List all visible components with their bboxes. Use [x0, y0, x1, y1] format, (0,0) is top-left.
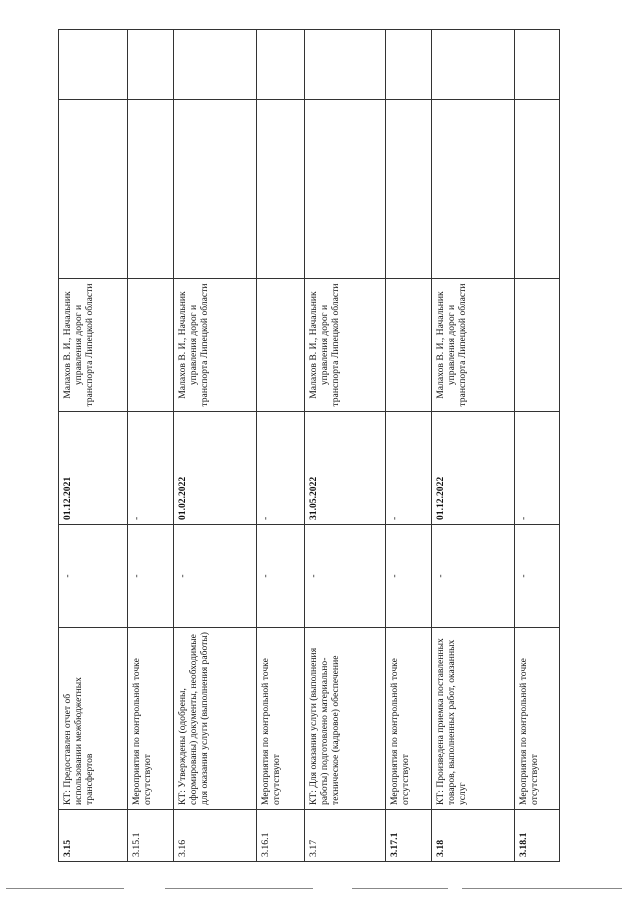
cell-document: [257, 100, 304, 279]
cell-number: 3.18.1: [515, 810, 560, 862]
scan-artifact-line: [165, 888, 313, 889]
cell-name: КТ: Произведена приемка поставленных товаров, выполненных работ, оказанных услуг: [432, 628, 515, 810]
cell-extra: [432, 30, 515, 100]
cell-end-date: -: [257, 412, 304, 525]
scan-artifact-line: [352, 888, 448, 889]
cell-name: Мероприятия по контрольной точке отсутствуют: [515, 628, 560, 810]
cell-extra: [386, 30, 432, 100]
cell-responsible: [515, 279, 560, 412]
cell-end-date: 31.05.2022: [304, 412, 386, 525]
cell-document: [386, 100, 432, 279]
table-row: [515, 30, 560, 862]
table-row: [59, 30, 128, 862]
cell-extra: [128, 30, 174, 100]
cell-start-date: -: [128, 525, 174, 628]
cell-end-date: 01.12.2021: [59, 412, 128, 525]
scan-artifact-line: [6, 888, 124, 889]
cell-document: [59, 100, 128, 279]
cell-name: Мероприятия по контрольной точке отсутствуют: [128, 628, 174, 810]
cell-responsible: Малахов В. И., Начальник управления дорог и транспорта Липецкой области: [174, 279, 257, 412]
cell-start-date: -: [257, 525, 304, 628]
control-points-table: [58, 29, 560, 862]
cell-responsible: Малахов В. И., Начальник управления дорог и транспорта Липецкой области: [432, 279, 515, 412]
cell-responsible: Малахов В. И., Начальник управления дорог и транспорта Липецкой области: [59, 279, 128, 412]
cell-name: КТ: Предоставлен отчет об использовании межбюджетных трансфертов: [59, 628, 128, 810]
rotated-table-container: [58, 30, 560, 862]
cell-responsible: [257, 279, 304, 412]
cell-document: [432, 100, 515, 279]
cell-document: [515, 100, 560, 279]
cell-end-date: -: [128, 412, 174, 525]
table-row: [386, 30, 432, 862]
cell-document: [128, 100, 174, 279]
cell-number: 3.16: [174, 810, 257, 862]
table-body: [59, 30, 560, 862]
cell-number: 3.17.1: [386, 810, 432, 862]
cell-start-date: -: [59, 525, 128, 628]
cell-number: 3.17: [304, 810, 386, 862]
cell-name: КТ: Утверждены (одобрены, сформированы) документы, необходимые для оказания услуги (выполнения работы): [174, 628, 257, 810]
table-row: [174, 30, 257, 862]
cell-responsible: [128, 279, 174, 412]
cell-extra: [59, 30, 128, 100]
cell-name: КТ: Для оказания услуги (выполнения работы) подготовлено материально-техническое (кадровое) обеспечение: [304, 628, 386, 810]
cell-end-date: -: [386, 412, 432, 525]
cell-number: 3.15: [59, 810, 128, 862]
cell-start-date: -: [304, 525, 386, 628]
cell-extra: [257, 30, 304, 100]
cell-number: 3.18: [432, 810, 515, 862]
cell-start-date: -: [174, 525, 257, 628]
cell-start-date: -: [432, 525, 515, 628]
cell-document: [304, 100, 386, 279]
table-row: [432, 30, 515, 862]
table-row: [257, 30, 304, 862]
cell-extra: [174, 30, 257, 100]
cell-end-date: 01.12.2022: [432, 412, 515, 525]
cell-end-date: -: [515, 412, 560, 525]
cell-end-date: 01.02.2022: [174, 412, 257, 525]
cell-extra: [515, 30, 560, 100]
cell-document: [174, 100, 257, 279]
cell-name: Мероприятия по контрольной точке отсутствуют: [257, 628, 304, 810]
cell-number: 3.16.1: [257, 810, 304, 862]
scan-artifact-line: [462, 888, 622, 889]
cell-number: 3.15.1: [128, 810, 174, 862]
table-row: [128, 30, 174, 862]
cell-extra: [304, 30, 386, 100]
cell-start-date: -: [515, 525, 560, 628]
cell-responsible: [386, 279, 432, 412]
cell-name: Мероприятия по контрольной точке отсутствуют: [386, 628, 432, 810]
cell-start-date: -: [386, 525, 432, 628]
cell-responsible: Малахов В. И., Начальник управления дорог и транспорта Липецкой области: [304, 279, 386, 412]
table-row: [304, 30, 386, 862]
